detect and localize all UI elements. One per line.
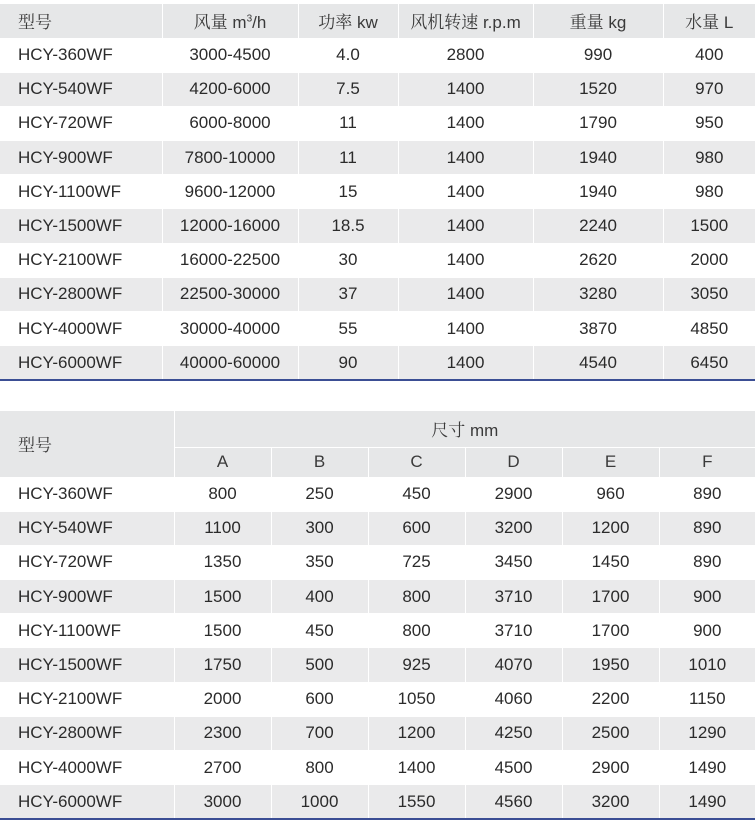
header-weight: 重量 kg — [533, 4, 663, 38]
header-b: B — [271, 447, 368, 477]
cell-c: 1400 — [368, 751, 465, 785]
header-f: F — [659, 447, 755, 477]
header-airflow — [162, 4, 298, 38]
spec-header-row — [0, 4, 755, 38]
cell-a: 1350 — [174, 545, 271, 579]
cell-b: 400 — [271, 580, 368, 614]
cell-weight: 1940 — [533, 175, 663, 209]
cell-c: 1550 — [368, 785, 465, 819]
cell-d: 2900 — [465, 477, 562, 511]
cell-f: 1490 — [659, 751, 755, 785]
cell-speed: 1400 — [398, 209, 533, 243]
header-e: E — [562, 447, 659, 477]
cell-c: 1200 — [368, 716, 465, 750]
cell-airflow: 22500-30000 — [162, 277, 298, 311]
cell-speed: 1400 — [398, 175, 533, 209]
cell-a: 3000 — [174, 785, 271, 819]
cell-c: 1050 — [368, 682, 465, 716]
table-row — [0, 312, 755, 346]
cell-speed: 1400 — [398, 346, 533, 380]
cell-power: 7.5 — [298, 72, 398, 106]
table-row — [0, 751, 755, 785]
cell-speed: 1400 — [398, 72, 533, 106]
header-c: C — [368, 447, 465, 477]
cell-d: 4250 — [465, 716, 562, 750]
cell-c: 600 — [368, 511, 465, 545]
cell-water: 6450 — [663, 346, 755, 380]
table-row — [0, 477, 755, 511]
cell-a: 800 — [174, 477, 271, 511]
cell-c: 925 — [368, 648, 465, 682]
dimension-table — [0, 411, 755, 820]
cell-model: HCY-4000WF — [18, 757, 123, 777]
cell-weight: 3280 — [533, 277, 663, 311]
table-row — [0, 346, 755, 380]
cell-weight: 990 — [533, 38, 663, 72]
header-model: 型号 — [0, 4, 162, 38]
cell-a: 2300 — [174, 716, 271, 750]
table-row — [0, 38, 755, 72]
cell-airflow: 30000-40000 — [162, 312, 298, 346]
cell-d: 3710 — [465, 614, 562, 648]
cell-model: HCY-1100WF — [18, 181, 121, 201]
cell-model: HCY-900WF — [0, 141, 162, 175]
header-power: 功率 kw — [298, 4, 398, 38]
cell-airflow: 12000-16000 — [162, 209, 298, 243]
cell-model: HCY-2800WF — [0, 716, 174, 750]
table-row — [0, 106, 755, 140]
cell-model: HCY-1500WF — [0, 648, 174, 682]
cell-speed: 1400 — [398, 277, 533, 311]
cell-b: 500 — [271, 648, 368, 682]
cell-d: 4500 — [465, 751, 562, 785]
cell-model: HCY-720WF — [18, 552, 113, 572]
cell-weight: 1940 — [533, 141, 663, 175]
cell-e: 960 — [562, 477, 659, 511]
cell-a: 1750 — [174, 648, 271, 682]
cell-airflow: 4200-6000 — [162, 72, 298, 106]
cell-b: 450 — [271, 614, 368, 648]
header-a: A — [174, 447, 271, 477]
cell-model: HCY-540WF — [0, 72, 162, 106]
cell-d: 4560 — [465, 785, 562, 819]
table-row — [0, 716, 755, 750]
header-dimensions-group: 尺寸 mm — [174, 411, 755, 447]
cell-power: 30 — [298, 243, 398, 277]
cell-a: 1500 — [174, 580, 271, 614]
cell-model: HCY-2100WF — [18, 689, 123, 709]
cell-water: 400 — [663, 38, 755, 72]
cell-model: HCY-720WF — [18, 113, 113, 133]
cell-model: HCY-1500WF — [0, 209, 162, 243]
cell-a: 1500 — [174, 614, 271, 648]
table-row — [0, 511, 755, 545]
cell-d: 3710 — [465, 580, 562, 614]
cell-f: 890 — [659, 477, 755, 511]
cell-d: 4060 — [465, 682, 562, 716]
cell-f: 890 — [659, 511, 755, 545]
cell-c: 800 — [368, 614, 465, 648]
cell-b: 250 — [271, 477, 368, 511]
cell-model: HCY-360WF — [18, 484, 113, 504]
cell-f: 900 — [659, 614, 755, 648]
cell-b: 350 — [271, 545, 368, 579]
header-d: D — [465, 447, 562, 477]
cell-f: 890 — [659, 545, 755, 579]
cell-model: HCY-2800WF — [0, 277, 162, 311]
cell-power: 15 — [298, 175, 398, 209]
cell-airflow: 6000-8000 — [162, 106, 298, 140]
cell-water: 2000 — [663, 243, 755, 277]
table-row — [0, 785, 755, 819]
table-row — [0, 141, 755, 175]
cell-airflow: 7800-10000 — [162, 141, 298, 175]
cell-speed: 1400 — [398, 243, 533, 277]
cell-c: 725 — [368, 545, 465, 579]
cell-f: 1290 — [659, 716, 755, 750]
cell-model: HCY-6000WF — [0, 785, 174, 819]
cell-f: 1490 — [659, 785, 755, 819]
cell-e: 3200 — [562, 785, 659, 819]
cell-model: HCY-900WF — [0, 580, 174, 614]
cell-water: 3050 — [663, 277, 755, 311]
cell-e: 2900 — [562, 751, 659, 785]
cell-speed: 1400 — [398, 106, 533, 140]
cell-weight: 1790 — [533, 106, 663, 140]
cell-d: 3200 — [465, 511, 562, 545]
cell-e: 2200 — [562, 682, 659, 716]
table-row — [0, 545, 755, 579]
cell-weight: 3870 — [533, 312, 663, 346]
cell-water: 4850 — [663, 312, 755, 346]
cell-c: 800 — [368, 580, 465, 614]
cell-b: 600 — [271, 682, 368, 716]
cell-power: 18.5 — [298, 209, 398, 243]
cell-d: 4070 — [465, 648, 562, 682]
dimension-header-row — [0, 411, 755, 447]
cell-a: 2000 — [174, 682, 271, 716]
cell-speed: 1400 — [398, 312, 533, 346]
header-airflow-suffix: /h — [252, 13, 267, 33]
cell-power: 11 — [298, 141, 398, 175]
table-row — [0, 209, 755, 243]
cell-d: 3450 — [465, 545, 562, 579]
cell-model: HCY-6000WF — [0, 346, 162, 380]
table-row — [0, 243, 755, 277]
cell-e: 1700 — [562, 580, 659, 614]
cell-power: 11 — [298, 106, 398, 140]
header-airflow-sup: 3 — [246, 13, 253, 25]
cell-airflow: 3000-4500 — [162, 38, 298, 72]
cell-b: 700 — [271, 716, 368, 750]
cell-b: 300 — [271, 511, 368, 545]
cell-b: 1000 — [271, 785, 368, 819]
cell-weight: 2240 — [533, 209, 663, 243]
table-row — [0, 614, 755, 648]
cell-e: 1950 — [562, 648, 659, 682]
spec-table — [0, 4, 755, 381]
cell-f: 1010 — [659, 648, 755, 682]
cell-airflow: 40000-60000 — [162, 346, 298, 380]
table-row — [0, 175, 755, 209]
cell-water: 950 — [663, 106, 755, 140]
cell-b: 800 — [271, 751, 368, 785]
cell-water: 980 — [663, 141, 755, 175]
cell-c: 450 — [368, 477, 465, 511]
cell-power: 90 — [298, 346, 398, 380]
cell-a: 2700 — [174, 751, 271, 785]
cell-e: 1200 — [562, 511, 659, 545]
cell-speed: 2800 — [398, 38, 533, 72]
cell-weight: 4540 — [533, 346, 663, 380]
cell-f: 1150 — [659, 682, 755, 716]
cell-power: 37 — [298, 277, 398, 311]
cell-e: 1450 — [562, 545, 659, 579]
cell-model: HCY-2100WF — [18, 250, 123, 270]
header-model: 型号 — [0, 411, 174, 477]
cell-water: 1500 — [663, 209, 755, 243]
header-airflow-prefix: 风量 m — [193, 13, 247, 33]
cell-weight: 2620 — [533, 243, 663, 277]
cell-model: HCY-360WF — [18, 45, 113, 65]
cell-model: HCY-1100WF — [18, 620, 121, 640]
cell-model: HCY-4000WF — [18, 318, 123, 338]
cell-airflow: 16000-22500 — [162, 243, 298, 277]
cell-e: 2500 — [562, 716, 659, 750]
cell-water: 970 — [663, 72, 755, 106]
table-row — [0, 648, 755, 682]
cell-speed: 1400 — [398, 141, 533, 175]
cell-a: 1100 — [174, 511, 271, 545]
header-speed: 风机转速 r.p.m — [398, 4, 533, 38]
table-row — [0, 580, 755, 614]
cell-power: 55 — [298, 312, 398, 346]
cell-airflow: 9600-12000 — [162, 175, 298, 209]
cell-e: 1700 — [562, 614, 659, 648]
header-water: 水量 L — [663, 4, 755, 38]
cell-water: 980 — [663, 175, 755, 209]
cell-power: 4.0 — [298, 38, 398, 72]
cell-weight: 1520 — [533, 72, 663, 106]
cell-f: 900 — [659, 580, 755, 614]
cell-model: HCY-540WF — [0, 511, 174, 545]
table-row — [0, 682, 755, 716]
table-row — [0, 72, 755, 106]
table-row — [0, 277, 755, 311]
